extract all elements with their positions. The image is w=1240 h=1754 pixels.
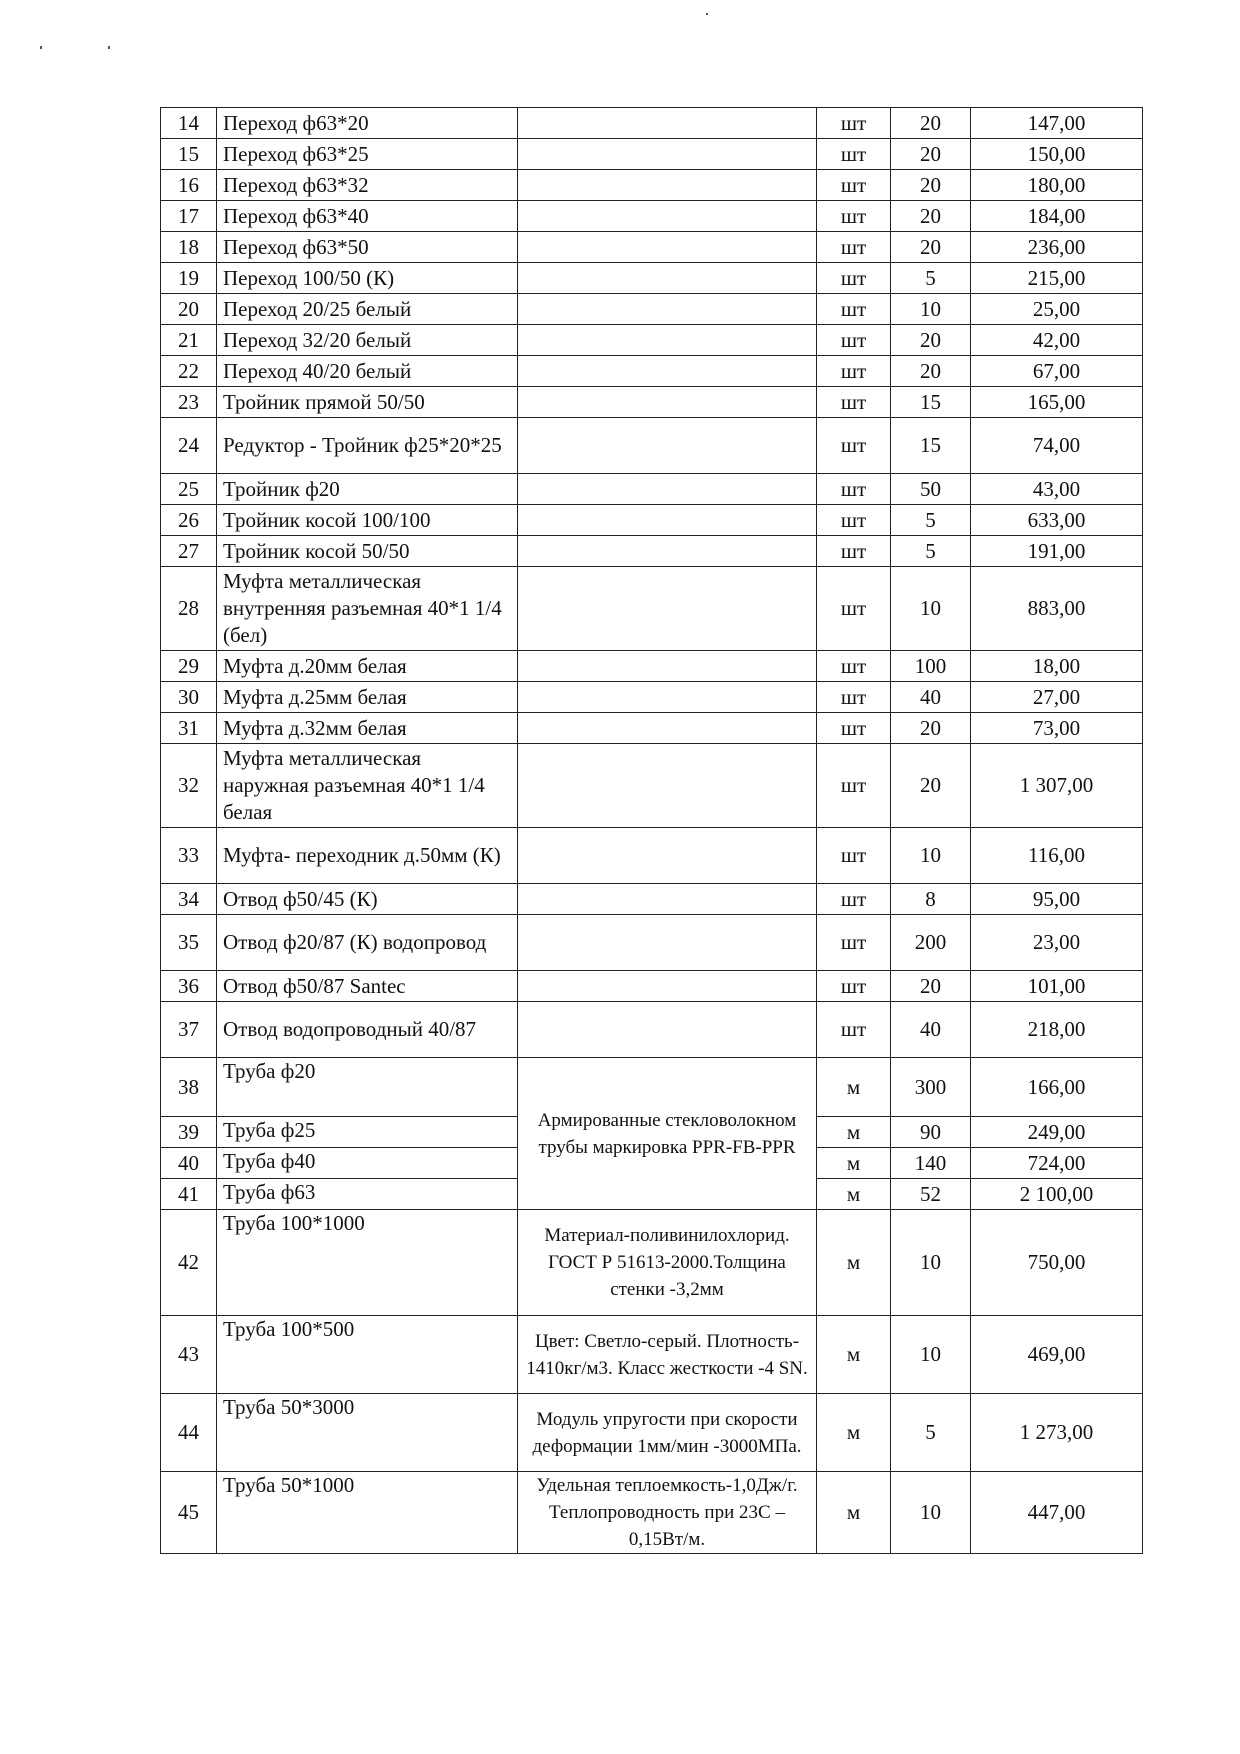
quantity: 52 (891, 1179, 971, 1210)
quantity: 5 (891, 263, 971, 294)
unit: шт (817, 108, 891, 139)
table-row (161, 1316, 1143, 1394)
price: 1 273,00 (971, 1394, 1143, 1472)
table-row (161, 828, 1143, 884)
unit: шт (817, 1002, 891, 1058)
item-name: Труба ф25 (217, 1117, 518, 1148)
price: 249,00 (971, 1117, 1143, 1148)
row-number: 45 (161, 1472, 217, 1554)
item-description (518, 387, 817, 418)
quantity: 10 (891, 828, 971, 884)
unit: шт (817, 356, 891, 387)
unit: шт (817, 682, 891, 713)
quantity: 20 (891, 744, 971, 828)
unit: м (817, 1179, 891, 1210)
item-name: Редуктор - Тройник ф25*20*25 (217, 418, 518, 474)
price: 633,00 (971, 505, 1143, 536)
price: 23,00 (971, 915, 1143, 971)
item-name: Переход 32/20 белый (217, 325, 518, 356)
table-row (161, 201, 1143, 232)
item-name: Переход ф63*32 (217, 170, 518, 201)
table-row (161, 1394, 1143, 1472)
quantity: 20 (891, 713, 971, 744)
price: 116,00 (971, 828, 1143, 884)
price: 469,00 (971, 1316, 1143, 1394)
unit: шт (817, 418, 891, 474)
unit: шт (817, 474, 891, 505)
quantity: 5 (891, 1394, 971, 1472)
item-name: Переход ф63*20 (217, 108, 518, 139)
price: 218,00 (971, 1002, 1143, 1058)
quantity: 15 (891, 418, 971, 474)
quantity: 50 (891, 474, 971, 505)
item-name: Отвод ф20/87 (К) водопровод (217, 915, 518, 971)
table-row (161, 536, 1143, 567)
table-body (161, 108, 1143, 1554)
quantity: 140 (891, 1148, 971, 1179)
row-number: 35 (161, 915, 217, 971)
table-row (161, 682, 1143, 713)
row-number: 25 (161, 474, 217, 505)
row-number: 24 (161, 418, 217, 474)
quantity: 10 (891, 1472, 971, 1554)
item-name: Переход 40/20 белый (217, 356, 518, 387)
table-row (161, 294, 1143, 325)
item-name: Муфта д.32мм белая (217, 713, 518, 744)
item-name: Труба 100*500 (217, 1316, 518, 1394)
item-description (518, 971, 817, 1002)
row-number: 29 (161, 651, 217, 682)
item-name: Муфта- переходник д.50мм (К) (217, 828, 518, 884)
quantity: 20 (891, 356, 971, 387)
item-name: Тройник прямой 50/50 (217, 387, 518, 418)
item-description (518, 108, 817, 139)
table-row (161, 884, 1143, 915)
quantity: 40 (891, 1002, 971, 1058)
row-number: 17 (161, 201, 217, 232)
quantity: 90 (891, 1117, 971, 1148)
item-name: Отвод ф50/87 Santec (217, 971, 518, 1002)
row-number: 30 (161, 682, 217, 713)
quantity: 100 (891, 651, 971, 682)
price: 180,00 (971, 170, 1143, 201)
table-row (161, 474, 1143, 505)
row-number: 15 (161, 139, 217, 170)
price: 184,00 (971, 201, 1143, 232)
row-number: 36 (161, 971, 217, 1002)
item-name: Переход ф63*25 (217, 139, 518, 170)
table-row (161, 325, 1143, 356)
unit: шт (817, 536, 891, 567)
item-name: Переход ф63*50 (217, 232, 518, 263)
price: 166,00 (971, 1058, 1143, 1117)
row-number: 31 (161, 713, 217, 744)
scan-mark (706, 13, 708, 15)
item-description (518, 884, 817, 915)
item-description (518, 682, 817, 713)
unit: шт (817, 884, 891, 915)
item-description (518, 356, 817, 387)
unit: м (817, 1117, 891, 1148)
row-number: 28 (161, 567, 217, 651)
item-description: Модуль упругости при скорости деформации 1мм/мин -3000МПа. (518, 1394, 817, 1472)
unit: шт (817, 139, 891, 170)
unit: шт (817, 294, 891, 325)
row-number: 21 (161, 325, 217, 356)
row-number: 20 (161, 294, 217, 325)
quantity: 20 (891, 971, 971, 1002)
item-description (518, 294, 817, 325)
item-name: Муфта д.25мм белая (217, 682, 518, 713)
table-row (161, 418, 1143, 474)
quantity: 20 (891, 232, 971, 263)
price: 73,00 (971, 713, 1143, 744)
price: 2 100,00 (971, 1179, 1143, 1210)
specification-table (160, 107, 1143, 1554)
table-row (161, 1210, 1143, 1316)
price: 724,00 (971, 1148, 1143, 1179)
item-description: Цвет: Светло-серый. Плотность- 1410кг/м3. Класс жесткости -4 SN. (518, 1316, 817, 1394)
table-row (161, 232, 1143, 263)
price: 191,00 (971, 536, 1143, 567)
row-number: 22 (161, 356, 217, 387)
unit: шт (817, 567, 891, 651)
quantity: 300 (891, 1058, 971, 1117)
unit: м (817, 1210, 891, 1316)
price: 101,00 (971, 971, 1143, 1002)
row-number: 16 (161, 170, 217, 201)
quantity: 40 (891, 682, 971, 713)
item-description (518, 536, 817, 567)
unit: шт (817, 232, 891, 263)
row-number: 42 (161, 1210, 217, 1316)
row-number: 40 (161, 1148, 217, 1179)
unit: м (817, 1394, 891, 1472)
scan-mark (108, 46, 110, 49)
item-description (518, 232, 817, 263)
price: 750,00 (971, 1210, 1143, 1316)
row-number: 32 (161, 744, 217, 828)
row-number: 14 (161, 108, 217, 139)
unit: м (817, 1148, 891, 1179)
item-name: Муфта д.20мм белая (217, 651, 518, 682)
item-name: Труба 100*1000 (217, 1210, 518, 1316)
row-number: 37 (161, 1002, 217, 1058)
price: 883,00 (971, 567, 1143, 651)
quantity: 8 (891, 884, 971, 915)
item-name: Тройник косой 100/100 (217, 505, 518, 536)
quantity: 20 (891, 325, 971, 356)
item-description (518, 744, 817, 828)
quantity: 10 (891, 1210, 971, 1316)
item-name: Труба 50*3000 (217, 1394, 518, 1472)
item-description (518, 201, 817, 232)
table-row (161, 263, 1143, 294)
quantity: 5 (891, 505, 971, 536)
item-description (518, 567, 817, 651)
item-name: Отвод водопроводный 40/87 (217, 1002, 518, 1058)
item-description: Удельная теплоемкость-1,0Дж/г. Теплопроводность при 23С – 0,15Вт/м. (518, 1472, 817, 1554)
unit: м (817, 1316, 891, 1394)
item-name: Переход ф63*40 (217, 201, 518, 232)
price: 27,00 (971, 682, 1143, 713)
row-number: 41 (161, 1179, 217, 1210)
quantity: 200 (891, 915, 971, 971)
price: 165,00 (971, 387, 1143, 418)
unit: шт (817, 505, 891, 536)
table-row (161, 1472, 1143, 1554)
table-row (161, 1058, 1143, 1117)
row-number: 18 (161, 232, 217, 263)
row-number: 34 (161, 884, 217, 915)
table-row (161, 139, 1143, 170)
item-name: Отвод ф50/45 (К) (217, 884, 518, 915)
row-number: 44 (161, 1394, 217, 1472)
row-number: 26 (161, 505, 217, 536)
table-row (161, 713, 1143, 744)
unit: шт (817, 170, 891, 201)
row-number: 43 (161, 1316, 217, 1394)
price: 1 307,00 (971, 744, 1143, 828)
unit: шт (817, 651, 891, 682)
row-number: 38 (161, 1058, 217, 1117)
unit: шт (817, 828, 891, 884)
item-description (518, 1002, 817, 1058)
item-name: Труба 50*1000 (217, 1472, 518, 1554)
unit: шт (817, 915, 891, 971)
item-description (518, 263, 817, 294)
price: 95,00 (971, 884, 1143, 915)
table-row (161, 651, 1143, 682)
item-name: Труба ф20 (217, 1058, 518, 1117)
price: 67,00 (971, 356, 1143, 387)
price: 150,00 (971, 139, 1143, 170)
unit: м (817, 1472, 891, 1554)
price: 18,00 (971, 651, 1143, 682)
unit: шт (817, 325, 891, 356)
row-number: 33 (161, 828, 217, 884)
row-number: 27 (161, 536, 217, 567)
table-row (161, 387, 1143, 418)
table-row (161, 1002, 1143, 1058)
table-row (161, 108, 1143, 139)
item-name: Переход 20/25 белый (217, 294, 518, 325)
table-row (161, 505, 1143, 536)
item-description: Материал-поливинилохлорид. ГОСТ Р 51613-2000.Толщина стенки -3,2мм (518, 1210, 817, 1316)
row-number: 23 (161, 387, 217, 418)
item-description (518, 170, 817, 201)
item-name: Тройник ф20 (217, 474, 518, 505)
quantity: 20 (891, 108, 971, 139)
unit: шт (817, 744, 891, 828)
price: 236,00 (971, 232, 1143, 263)
table-row (161, 971, 1143, 1002)
item-description (518, 915, 817, 971)
item-name: Муфта металлическая наружная разъемная 40*1 1/4 белая (217, 744, 518, 828)
price: 215,00 (971, 263, 1143, 294)
scan-mark (40, 46, 42, 49)
unit: шт (817, 713, 891, 744)
unit: шт (817, 971, 891, 1002)
item-name: Тройник косой 50/50 (217, 536, 518, 567)
table-row (161, 170, 1143, 201)
table-row (161, 915, 1143, 971)
item-name: Муфта металлическая внутренняя разъемная 40*1 1/4 (бел) (217, 567, 518, 651)
unit: шт (817, 263, 891, 294)
row-number: 39 (161, 1117, 217, 1148)
quantity: 20 (891, 201, 971, 232)
price: 25,00 (971, 294, 1143, 325)
item-name: Переход 100/50 (К) (217, 263, 518, 294)
price: 74,00 (971, 418, 1143, 474)
item-name: Труба ф63 (217, 1179, 518, 1210)
unit: шт (817, 201, 891, 232)
table-row (161, 744, 1143, 828)
item-description (518, 713, 817, 744)
quantity: 10 (891, 294, 971, 325)
item-description (518, 325, 817, 356)
table-row (161, 567, 1143, 651)
item-description (518, 651, 817, 682)
item-description (518, 474, 817, 505)
quantity: 5 (891, 536, 971, 567)
item-name: Труба ф40 (217, 1148, 518, 1179)
quantity: 20 (891, 170, 971, 201)
price: 43,00 (971, 474, 1143, 505)
row-number: 19 (161, 263, 217, 294)
quantity: 20 (891, 139, 971, 170)
item-description (518, 828, 817, 884)
item-description (518, 418, 817, 474)
price: 42,00 (971, 325, 1143, 356)
price: 147,00 (971, 108, 1143, 139)
quantity: 15 (891, 387, 971, 418)
price: 447,00 (971, 1472, 1143, 1554)
unit: м (817, 1058, 891, 1117)
quantity: 10 (891, 567, 971, 651)
table-row (161, 356, 1143, 387)
unit: шт (817, 387, 891, 418)
item-description (518, 139, 817, 170)
item-description: Армированные стекловолокном трубы маркировка PPR-FB-PPR (518, 1058, 817, 1210)
quantity: 10 (891, 1316, 971, 1394)
item-description (518, 505, 817, 536)
